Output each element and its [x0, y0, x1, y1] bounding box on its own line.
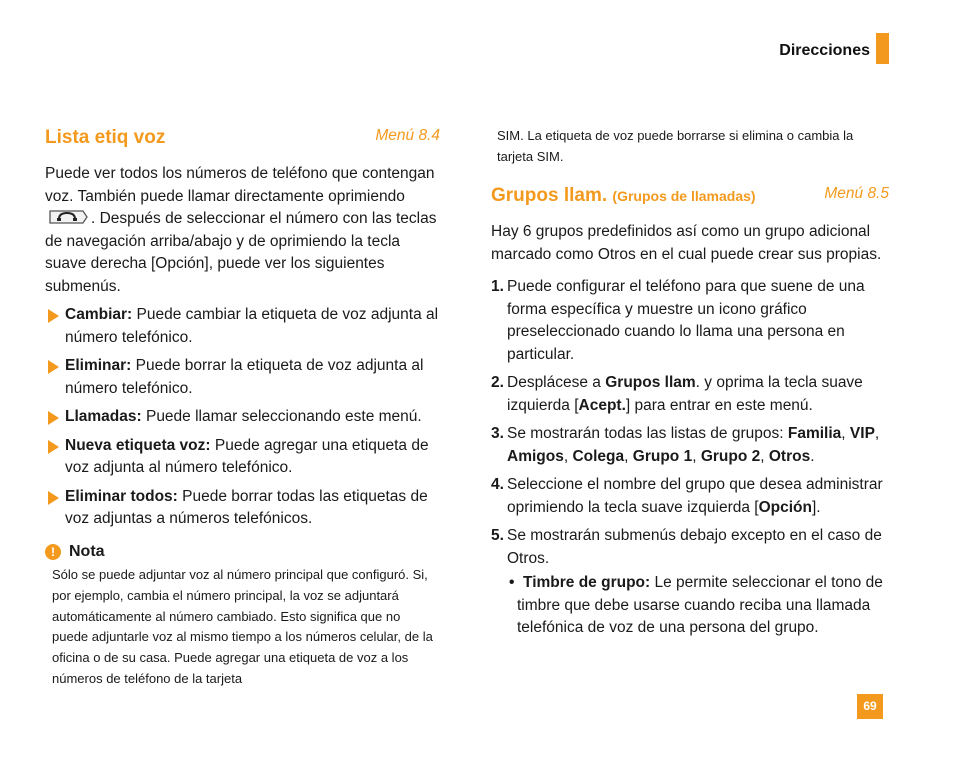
menu-number: Menú 8.4	[375, 126, 440, 144]
group-name: Grupo 2	[700, 447, 761, 465]
separator: ,	[874, 425, 880, 442]
orange-triangle-icon	[48, 491, 59, 505]
intro-text-2: . Después de seleccionar el número con las teclas de navegación arriba/abajo y de oprimiendo la tecla suave derecha [Opción], puede ver los siguientes submenús.	[45, 210, 437, 295]
bullet-term: Eliminar:	[65, 357, 132, 374]
bullet-dot: •	[509, 574, 515, 591]
menu-number: Menú 8.5	[824, 184, 889, 202]
intro-paragraph	[45, 163, 440, 298]
bullet-term: Eliminar todos:	[65, 487, 178, 505]
section-title: Lista etiq voz	[45, 126, 166, 148]
intro-text-1: Puede ver todos los números de teléfono que contengan voz. También puede llamar directamente oprimiendo	[45, 165, 435, 205]
list-item	[45, 355, 440, 400]
separator: ,	[841, 425, 850, 442]
step-item	[491, 474, 889, 519]
group-name: Grupo 1	[632, 447, 693, 465]
step-text: Puede configurar el teléfono para que suene de una forma específica y muestre un icono gráfico preseleccionado cuando lo llama una persona en particular.	[507, 278, 865, 363]
bullet-text: Puede cambiar la etiqueta de voz adjunta al número telefónico.	[65, 306, 439, 346]
bullet-text: Puede llamar seleccionando este menú.	[141, 408, 422, 425]
orange-triangle-icon	[48, 309, 59, 323]
section-title	[491, 185, 756, 208]
orange-triangle-icon	[48, 360, 59, 374]
step-item	[491, 276, 889, 366]
orange-triangle-icon	[48, 440, 59, 454]
separator: ,	[760, 447, 769, 465]
menu-name: Grupos llam	[605, 374, 696, 391]
group-name: Amigos	[507, 447, 564, 465]
section-title-main: Grupos llam.	[491, 184, 608, 206]
separator: ,	[624, 447, 633, 465]
phone-send-key-icon	[47, 208, 89, 226]
step-item	[491, 423, 889, 468]
group-name: Familia	[787, 425, 842, 442]
step-number: 5.	[491, 527, 504, 544]
bullet-term: Llamadas:	[65, 408, 142, 425]
step-text: . y oprima la tecla suave izquierda [	[507, 374, 863, 414]
step-number: 4.	[491, 476, 504, 493]
step-item	[491, 372, 889, 417]
bullet-text: Puede agregar una etiqueta de voz adjunta al número telefónico.	[65, 436, 429, 476]
step-text: Se mostrarán submenús debajo excepto en el caso de Otros.	[507, 527, 882, 567]
step-text: Desplácese a	[507, 374, 606, 391]
step-text: Seleccione el nombre del grupo que desea administrar oprimiendo la tecla suave izquierda [	[507, 476, 883, 516]
group-name: Otros	[768, 447, 811, 465]
bullet-term: Nueva etiqueta voz:	[65, 436, 211, 454]
section-subtitle: (Grupos de llamadas)	[612, 187, 756, 204]
step-text: ] para entrar en este menú.	[625, 396, 813, 414]
intro-paragraph: Hay 6 grupos predefinidos así como un grupo adicional marcado como Otros en el cual puede crear sus propias.	[491, 223, 882, 263]
bullet-term: Cambiar:	[65, 306, 133, 323]
step-number: 3.	[491, 425, 504, 442]
step-number: 2.	[491, 374, 504, 391]
list-item	[45, 486, 440, 531]
section-header-title: Direcciones	[779, 42, 870, 59]
right-column	[491, 0, 889, 646]
orange-triangle-icon	[48, 411, 59, 425]
note-text: Sólo se puede adjuntar voz al número principal que configuró. Si, por ejemplo, cambia el número principal, la voz se adjuntará automáticamente al número cambiado. Esto significa que no puede adjuntarle voz al mismo tiempo a los números celular, de la oficina o de su casa. Puede agregar una etiqueta de voz a los números de teléfono de la tarjeta	[52, 567, 433, 686]
separator: ,	[563, 447, 573, 465]
sub-bullet-body	[517, 574, 883, 636]
steps-list	[491, 276, 889, 640]
list-item	[45, 304, 440, 349]
softkey-name: Acept.	[578, 396, 626, 414]
group-name: VIP	[849, 425, 875, 442]
list-item	[45, 435, 440, 480]
softkey-name: Opción	[758, 498, 812, 516]
separator: ,	[692, 447, 701, 465]
section-heading-lista-etiq-voz	[45, 123, 440, 149]
bullet-term: Timbre de grupo:	[523, 574, 651, 591]
section-heading-grupos-llam	[491, 181, 889, 207]
sub-bullet-item	[507, 572, 889, 640]
step-number: 1.	[491, 278, 504, 295]
note-exclamation-icon: !	[45, 544, 61, 560]
note-heading	[45, 541, 440, 564]
step-text: Se mostrarán todas las listas de grupos:	[507, 425, 788, 442]
group-name: Colega	[572, 447, 625, 465]
step-item	[491, 525, 889, 640]
bullet-text: Le permite seleccionar el tono de timbre que debe usarse cuando reciba una llamada telefónica de voz de una persona del grupo.	[517, 574, 883, 636]
step-text: ].	[811, 498, 821, 516]
note-title: Nota	[69, 542, 105, 560]
bullet-text: Puede borrar la etiqueta de voz adjunta al número telefónico.	[65, 357, 424, 397]
note-continuation: SIM. La etiqueta de voz puede borrarse si elimina o cambia la tarjeta SIM.	[497, 128, 854, 164]
page-number: 69	[857, 694, 883, 719]
separator: .	[810, 447, 815, 465]
left-column	[45, 123, 440, 690]
list-item	[45, 406, 440, 429]
submenu-list	[45, 304, 440, 531]
bullet-text: Puede borrar todas las etiquetas de voz adjuntas a números telefónicos.	[65, 487, 428, 527]
